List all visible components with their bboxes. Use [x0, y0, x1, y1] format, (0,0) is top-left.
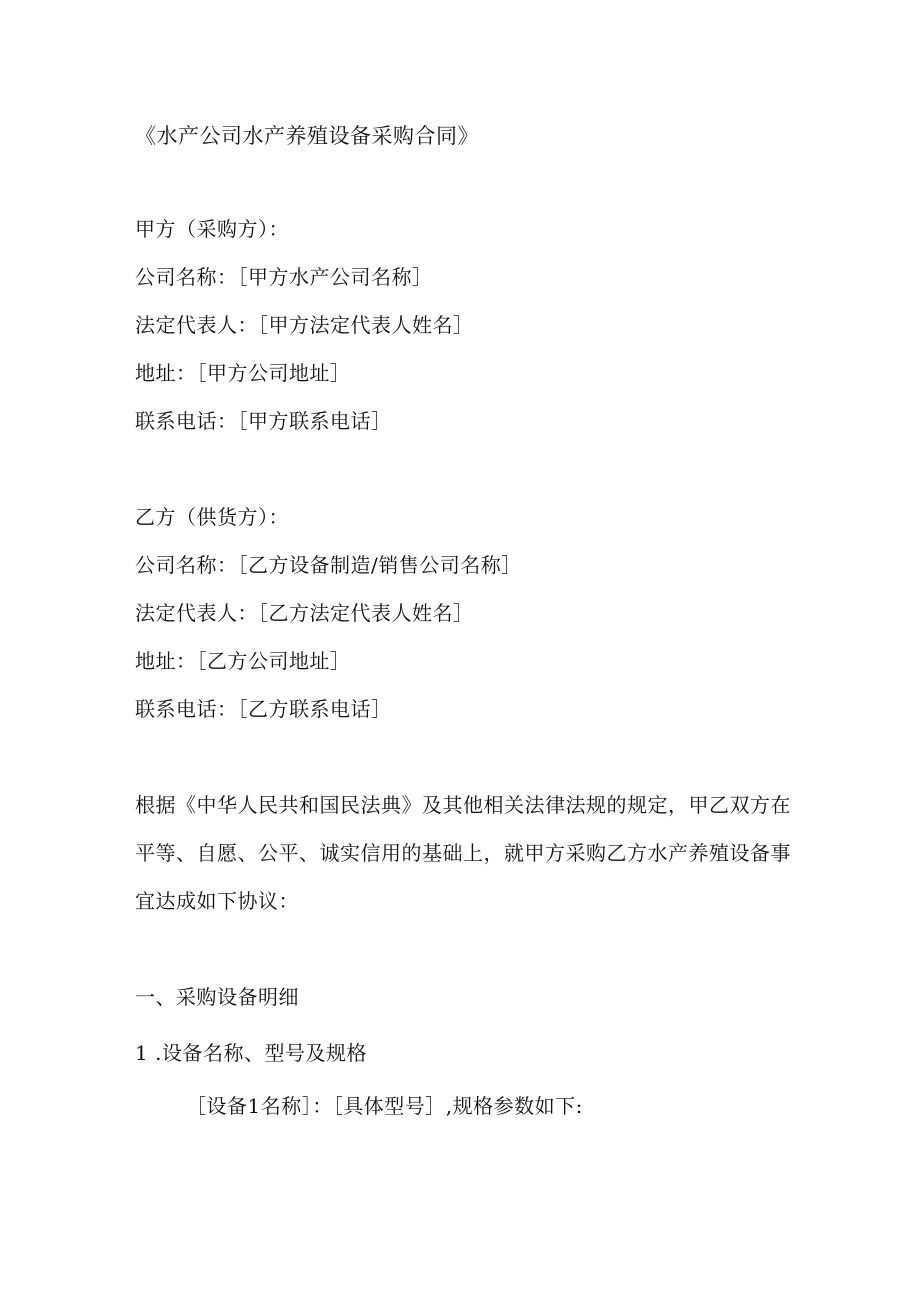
preamble-line-1: 根据《中华人民共和国民法典》及其他相关法律法规的规定，甲乙双方在: [135, 793, 791, 817]
party-b-address: 地址：［乙方公司地址］: [135, 649, 351, 673]
section1-heading: 一、采购设备明细: [135, 985, 299, 1009]
party-b-phone: 联系电话：［乙方联系电话］: [135, 697, 392, 721]
party-b-heading: 乙方（供货方）：: [135, 505, 289, 529]
contract-title: 《水产公司水产养殖设备采购合同》: [135, 124, 479, 148]
party-a-phone: 联系电话：［甲方联系电话］: [135, 409, 392, 433]
section1-item1-detail: ［设备1名称］：［具体型号］,规格参数如下:: [186, 1094, 583, 1118]
preamble-line-3: 宜达成如下协议：: [135, 889, 299, 913]
party-a-rep: 法定代表人：［甲方法定代表人姓名］: [135, 313, 474, 337]
party-b-company: 公司名称：［乙方设备制造/销售公司名称］: [135, 553, 522, 577]
party-a-address: 地址：［甲方公司地址］: [135, 361, 351, 385]
party-b-rep: 法定代表人：［乙方法定代表人姓名］: [135, 601, 474, 625]
preamble-line-2: 平等、自愿、公平、诚实信用的基础上，就甲方采购乙方水产养殖设备事: [135, 841, 791, 865]
party-a-company: 公司名称：［甲方水产公司名称］: [135, 265, 433, 289]
party-a-heading: 甲方（采购方）：: [135, 217, 289, 241]
section1-item1: 1 .设备名称、型号及规格: [135, 1041, 367, 1065]
